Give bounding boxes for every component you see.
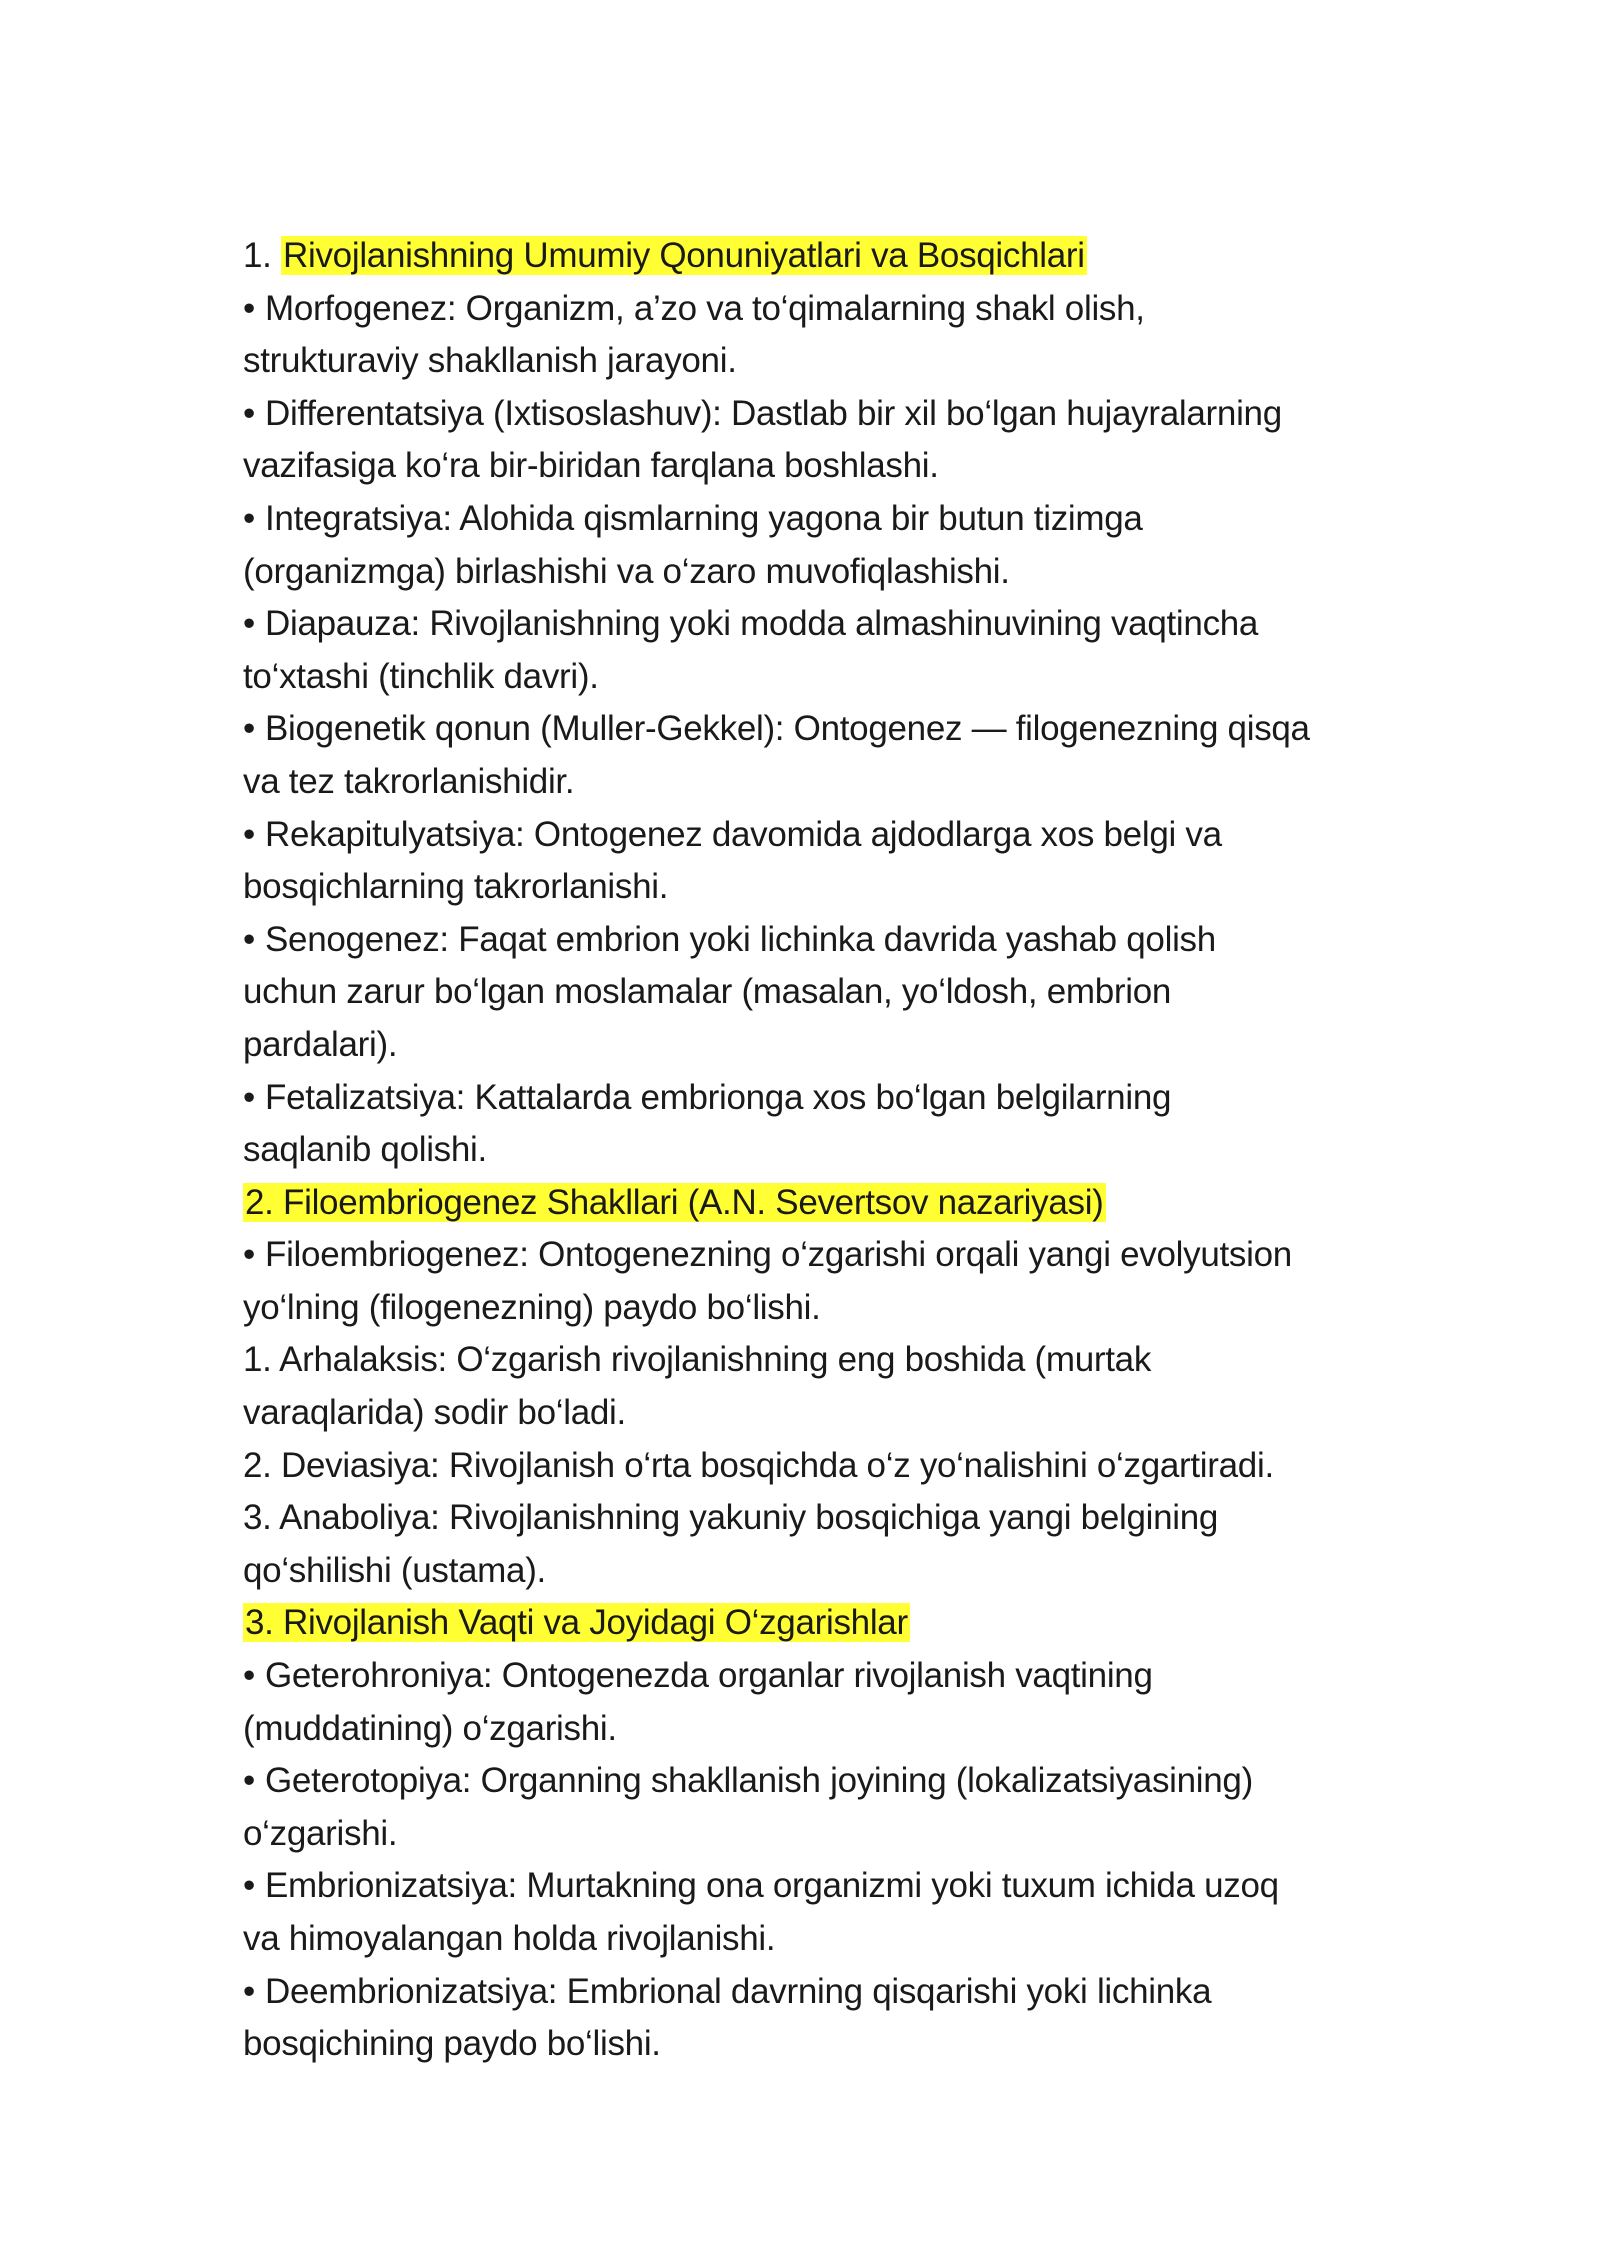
item-text: Geterotopiya: Organning shakllanish joyining (lokalizatsiyasining) [265,1761,1253,1801]
list-item-continuation [243,335,1363,388]
list-item [243,1860,1363,1913]
bullet-icon: • [243,393,255,433]
item-text: (muddatining) o‘zgarishi. [243,1708,617,1748]
list-item-continuation [243,1019,1363,1072]
item-text: Diapauza: Rivojlanishning yoki modda almashinuvining vaqtincha [265,604,1259,644]
item-text: Fetalizatsiya: Kattalarda embrionga xos bo‘lgan belgilarning [265,1077,1172,1117]
item-text: Geterohroniya: Ontogenezda organlar rivojlanish vaqtining [265,1656,1153,1696]
list-item [243,703,1363,756]
bullet-icon: • [243,604,255,644]
list-item [243,914,1363,967]
bullet-icon: • [243,1077,255,1117]
list-item-continuation [243,1282,1363,1335]
item-text: Integratsiya: Alohida qismlarning yagona bir butun tizimga [265,498,1143,538]
list-item-continuation [243,966,1363,1019]
item-text: to‘xtashi (tinchlik davri). [243,656,599,696]
item-text: Differentatsiya (Ixtisoslashuv): Dastlab bir xil bo‘lgan hujayralarning [265,393,1282,433]
item-text: Morfogenez: Organizm, a’zo va to‘qimalarning shakl olish, [265,288,1145,328]
list-item-continuation [243,440,1363,493]
section-number-1: 1. [243,236,272,275]
bullet-icon: • [243,919,255,959]
bullet-icon: • [243,709,255,749]
bullet-icon: • [243,1866,255,1906]
item-text: Embrionizatsiya: Murtakning ona organizmi yoki tuxum ichida uzoq [265,1866,1279,1906]
numbered-item [243,1440,1363,1493]
item-text: pardalari). [243,1024,398,1064]
list-item [243,1755,1363,1808]
bullet-icon: • [243,1656,255,1696]
item-text: va tez takrorlanishidir. [243,761,575,801]
item-text: va himoyalangan holda rivojlanishi. [243,1919,776,1958]
bullet-icon: • [243,498,255,538]
list-item [243,598,1363,651]
list-item-continuation [243,1387,1363,1440]
item-text: (organizmga) birlashishi va o‘zaro muvofiqlashishi. [243,551,1010,591]
numbered-item [243,1334,1363,1387]
list-item-continuation [243,1124,1363,1177]
item-text: uchun zarur bo‘lgan moslamalar (masalan, yo‘ldosh, embrion [243,972,1172,1012]
item-text: o‘zgarishi. [243,1813,398,1853]
item-text: yo‘lning (filogenezning) paydo bo‘lishi. [243,1287,821,1327]
list-item-continuation [243,861,1363,914]
bullet-icon: • [243,1971,255,2011]
item-text: qo‘shilishi (ustama). [243,1550,546,1590]
list-item-continuation [243,546,1363,599]
list-item [243,1966,1363,2019]
item-text: Filoembriogenez: Ontogenezning o‘zgarishi orqali yangi evolyutsion [265,1235,1292,1275]
item-text: 2. Deviasiya: Rivojlanish o‘rta bosqichda o‘z yo‘nalishini o‘zgartiradi. [243,1445,1274,1485]
list-item-continuation [243,1703,1363,1756]
section-title-1: Rivojlanishning Umumiy Qonuniyatlari va Bosqichlari [283,236,1085,275]
item-text: bosqichining paydo bo‘lishi. [243,2024,661,2064]
item-text: vazifasiga ko‘ra bir-biridan farqlana boshlashi. [243,446,939,486]
list-item-continuation [243,2018,1363,2071]
item-text: Senogenez: Faqat embrion yoki lichinka davrida yashab qolish [265,919,1216,959]
list-item-continuation [243,756,1363,809]
list-item [243,1650,1363,1703]
list-item [243,388,1363,441]
item-text: bosqichlarning takrorlanishi. [243,867,669,907]
bullet-icon: • [243,1235,255,1275]
item-text: Biogenetik qonun (Muller-Gekkel): Ontogenez — filogenezning qisqa [265,709,1310,749]
bullet-icon: • [243,288,255,328]
section-title-3: 3. Rivojlanish Vaqti va Joyidagi O‘zgarishlar [245,1603,908,1643]
list-item-continuation [243,651,1363,704]
list-item-continuation [243,1808,1363,1861]
section-heading-3 [243,1597,1363,1650]
list-item [243,1072,1363,1125]
item-text: Deembrionizatsiya: Embrional davrning qisqarishi yoki lichinka [265,1971,1212,2011]
list-item [243,493,1363,546]
section-heading-2 [243,1177,1363,1230]
item-text: 1. Arhalaksis: O‘zgarish rivojlanishning eng boshida (murtak [243,1340,1152,1380]
item-text: strukturaviy shakllanish jarayoni. [243,341,737,381]
section-heading-1 [243,230,1363,283]
bullet-icon: • [243,814,255,854]
item-text: Rekapitulyatsiya: Ontogenez davomida ajdodlarga xos belgi va [265,814,1222,854]
list-item [243,1229,1363,1282]
list-item-continuation [243,1913,1363,1966]
item-text: saqlanib qolishi. [243,1130,487,1170]
list-item [243,283,1363,336]
numbered-item [243,1492,1363,1545]
list-item [243,809,1363,862]
section-title-2: 2. Filoembriogenez Shakllari (A.N. Severtsov nazariyasi) [245,1182,1104,1222]
list-item-continuation [243,1545,1363,1598]
bullet-icon: • [243,1761,255,1801]
document-page [243,230,1363,2071]
item-text: 3. Anaboliya: Rivojlanishning yakuniy bosqichiga yangi belgining [243,1498,1219,1538]
item-text: varaqlarida) sodir bo‘ladi. [243,1393,626,1433]
